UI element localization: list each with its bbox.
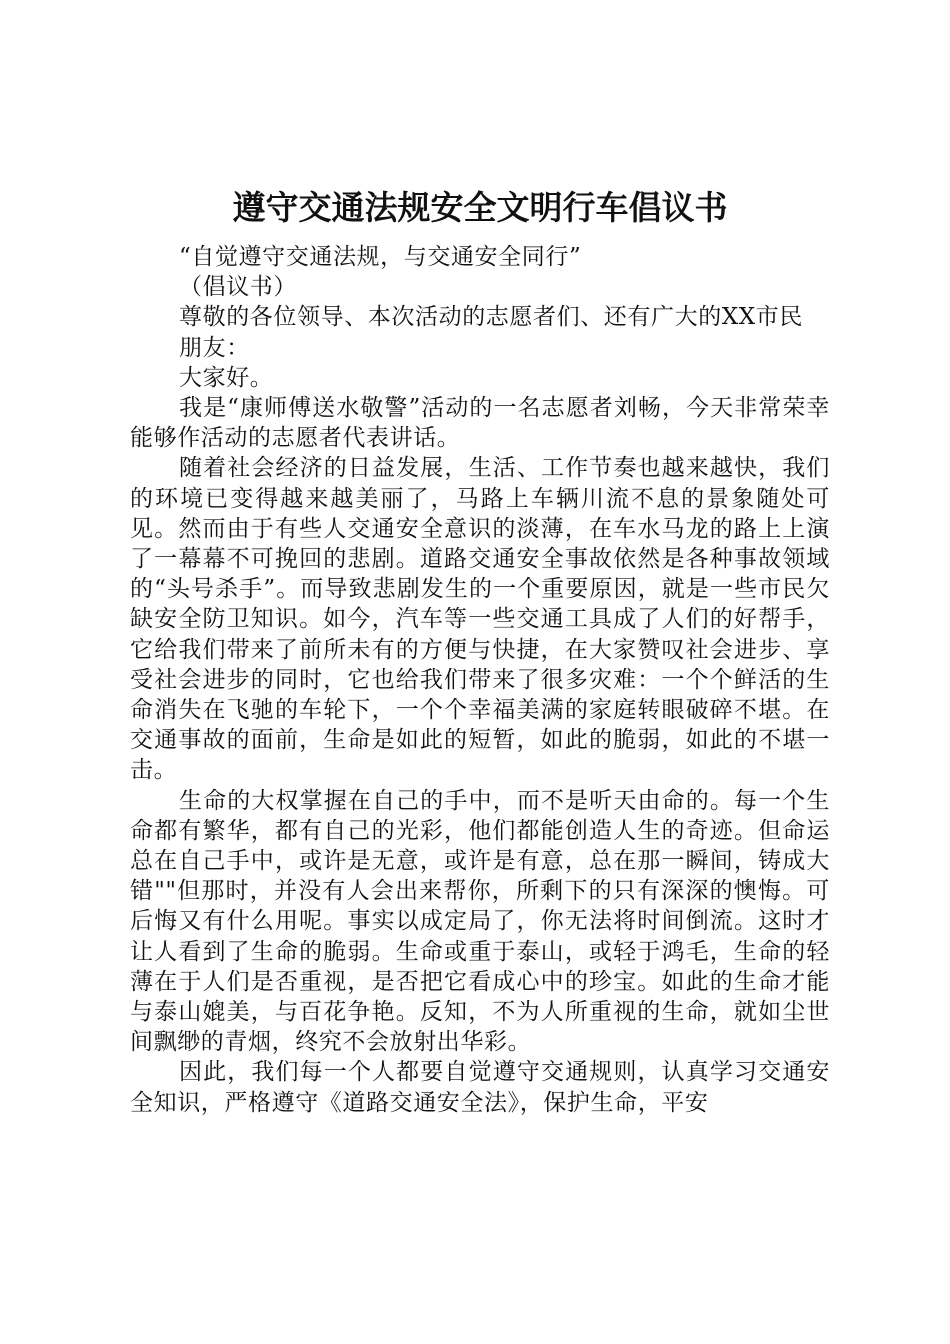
body-paragraph: 我是“康师傅送水敬警”活动的一名志愿者刘畅，今天非常荣幸能够作活动的志愿者代表讲话。 (130, 395, 830, 452)
slogan-line: “自觉遵守交通法规，与交通安全同行” (179, 244, 582, 270)
document-type-line: （倡议书） (179, 274, 297, 301)
greeting-paragraph: 大家好。 (179, 364, 274, 391)
body-paragraph: 因此，我们每一个人都要自觉遵守交通规则，认真学习交通安全知识，严格遵守《道路交通安全法》，保护生命，平安 (130, 1059, 830, 1116)
body-paragraph: 生命的大权掌握在自己的手中，而不是听天由命的。每一个生命都有繁华，都有自己的光彩，他们都能创造人生的奇迹。但命运总在自己手中，或许是无意，或许是有意，总在那一瞬间，铸成大错""但那时，并没有人会出来帮你，所剩下的只有深深的懊悔。可后悔又有什么用呢。事实以成定局了，你无法将时间倒流。这时才让人看到了生命的脆弱。生命或重于泰山，或轻于鸿毛，生命的轻薄在于人们是否重视，是否把它看成心中的珍宝。如此的生命才能与泰山媲美，与百花争艳。反知，不为人所重视的生命，就如尘世间飘缈的青烟，终究不会放射出华彩。 (130, 787, 830, 1056)
salutation-continuation: 朋友： (179, 334, 250, 361)
document-page (130, 182, 830, 1118)
document-title: 遵守交通法规安全文明行车倡议书 (232, 188, 728, 227)
salutation-paragraph: 尊敬的各位领导、本次活动的志愿者们、还有广大的XX市民 (179, 304, 803, 331)
body-paragraph: 随着社会经济的日益发展，生活、工作节奏也越来越快，我们的环境已变得越来越美丽了，马路上车辆川流不息的景象随处可见。然而由于有些人交通安全意识的淡薄，在车水马龙的路上上演了一幕幕不可挽回的悲剧。道路交通安全事故依然是各种事故领域的“头号杀手”。而导致悲剧发生的一个重要原因，就是一些市民欠缺安全防卫知识。如今，汽车等一些交通工具成了人们的好帮手，它给我们带来了前所未有的方便与快捷，在大家赞叹社会进步、享受社会进步的同时，它也给我们带来了很多灾难：一个个鲜活的生命消失在飞驰的车轮下，一个个幸福美满的家庭转眼破碎不堪。在交通事故的面前，生命是如此的短暂，如此的脆弱，如此的不堪一击。 (130, 455, 830, 784)
